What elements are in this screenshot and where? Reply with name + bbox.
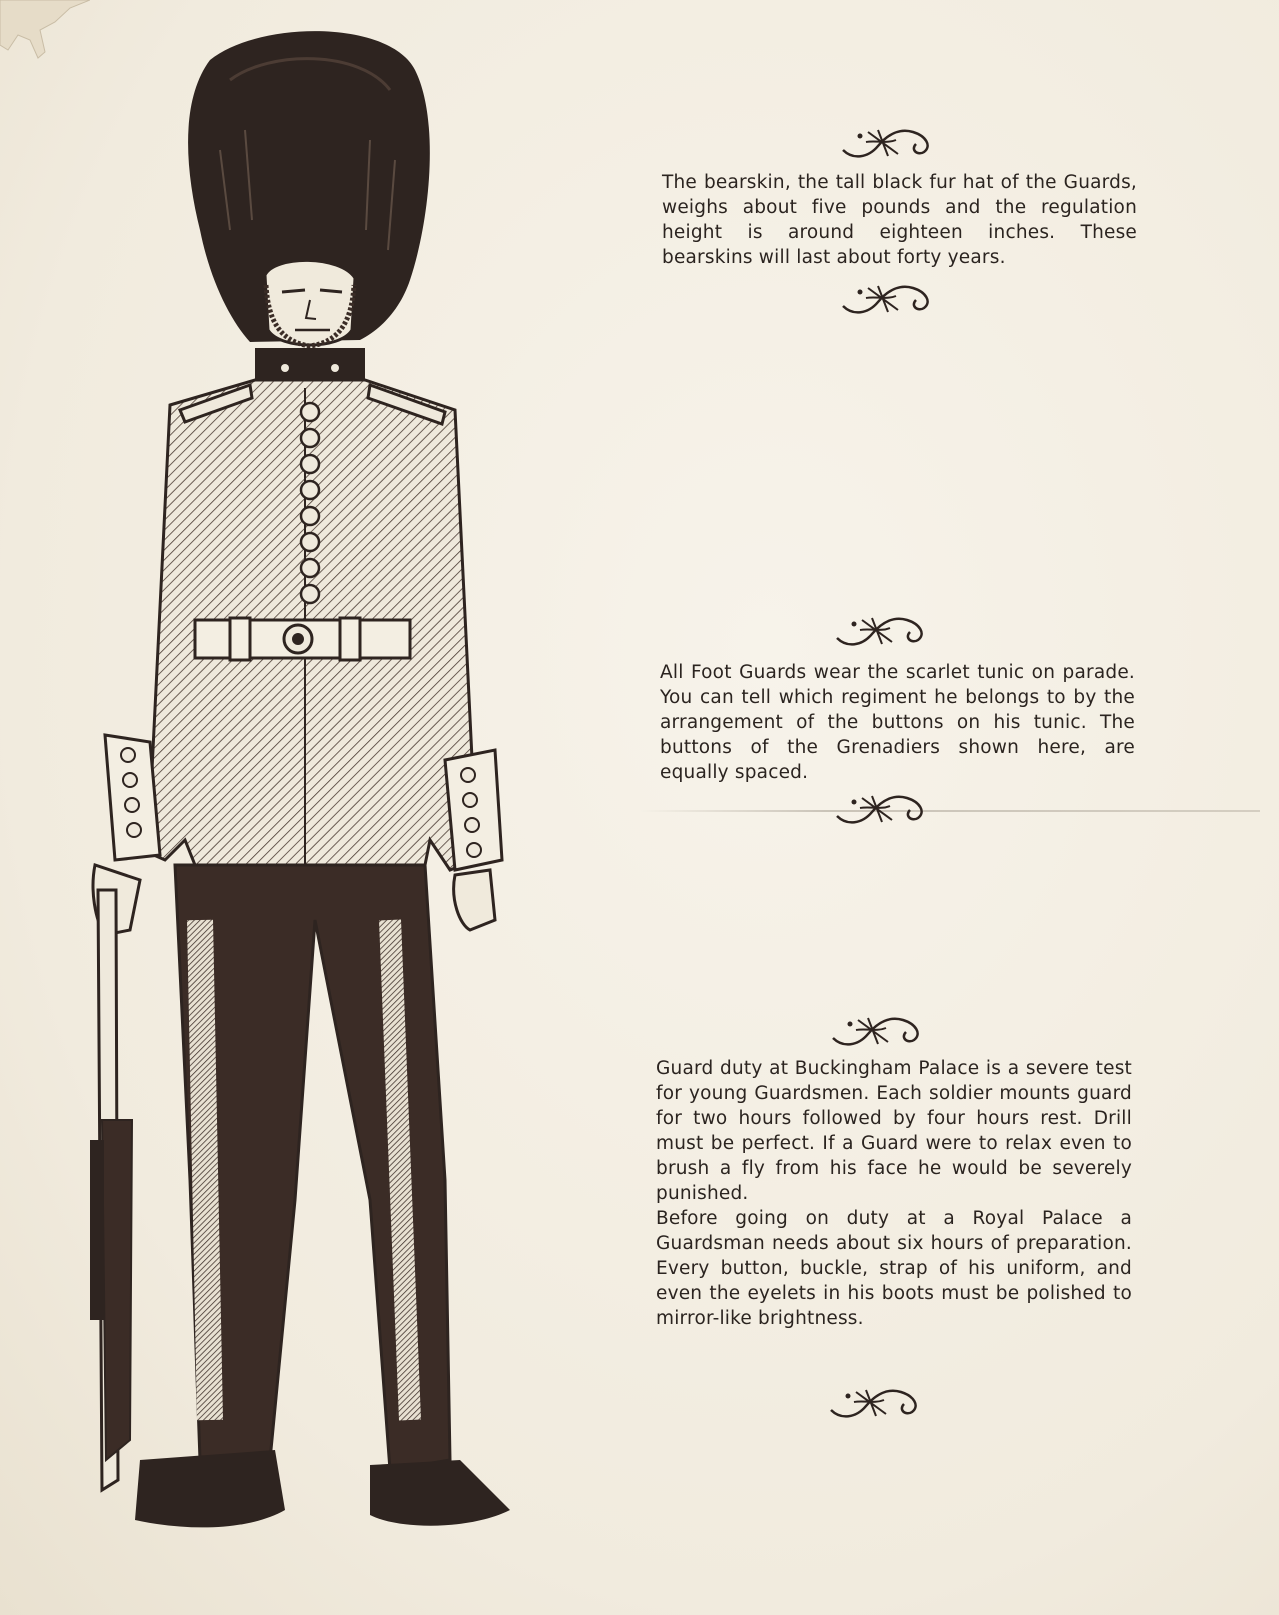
scroll-ornament-icon: [828, 1010, 928, 1050]
preparation-text: Before going on duty at a Royal Palace a Guardsman needs about six hours of preparation. Every button, buckle, strap of his uniform, and even the eyelets in his boots must be polished to mirror-like brightness.: [656, 1208, 1132, 1329]
scroll-ornament-icon: [826, 1382, 926, 1422]
page-fold-line: [640, 810, 1260, 812]
duty-paragraph: [656, 1056, 1132, 1331]
scroll-ornament-icon: [838, 278, 938, 318]
scroll-ornament-icon: [832, 610, 932, 650]
tunic-text: All Foot Guards wear the scarlet tunic on parade. You can tell which regiment he belongs to by the arrangement of the buttons on his tunic. The buttons of the Grenadiers shown here, are equally spaced.: [660, 662, 1135, 783]
scroll-ornament-icon: [838, 122, 938, 162]
tunic-paragraph: [660, 660, 1135, 785]
guardsman-illustration: [70, 20, 540, 1580]
bearskin-paragraph: [662, 170, 1137, 270]
duty-text: Guard duty at Buckingham Palace is a severe test for young Guardsmen. Each soldier mounts guard for two hours followed by four hours rest. Drill must be perfect. If a Guard were to relax even to brush a fly from his face he would be severely punished.: [656, 1058, 1132, 1204]
bearskin-text: The bearskin, the tall black fur hat of the Guards, weighs about five pounds and the regulation height is around eighteen inches. These bearskins will last about forty years.: [662, 172, 1137, 268]
scroll-ornament-icon: [832, 788, 932, 828]
